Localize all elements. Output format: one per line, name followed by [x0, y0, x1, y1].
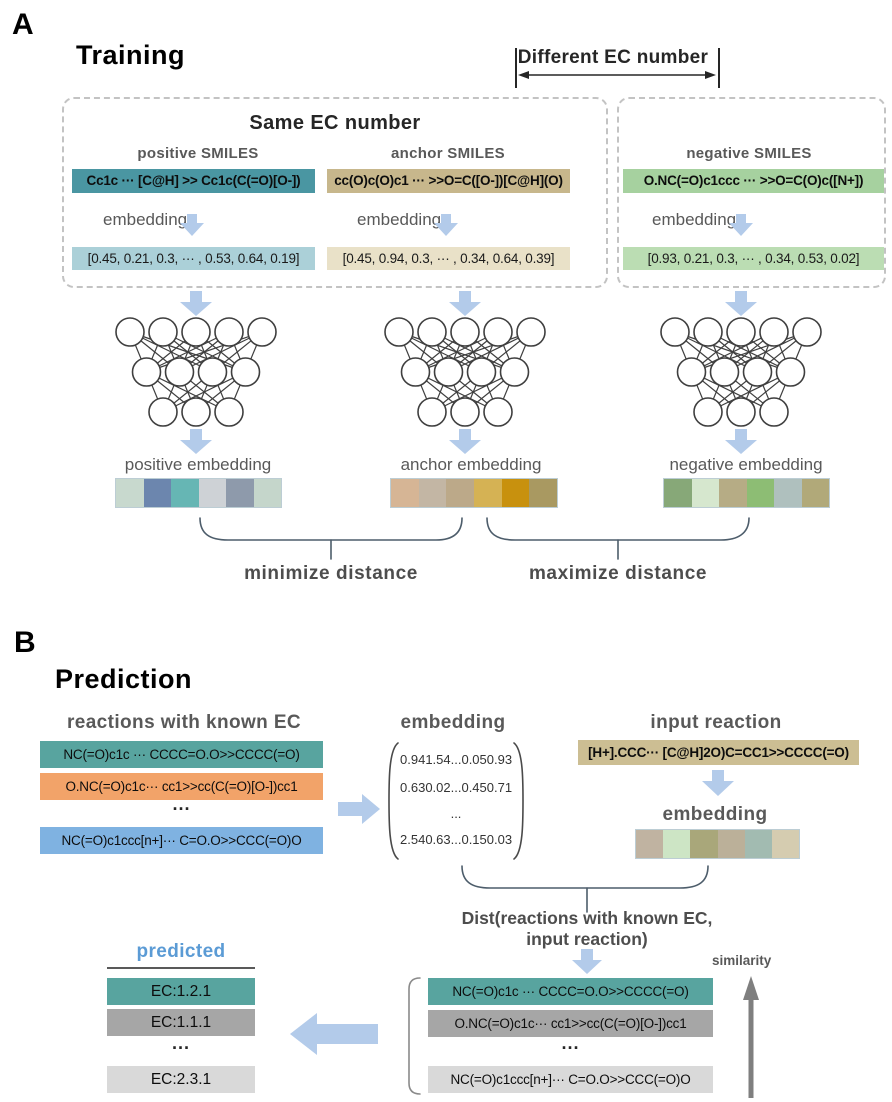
- negative-embedding-name: negative embedding: [669, 455, 823, 474]
- predicted-ec-1: EC:1.2.1: [107, 978, 255, 1005]
- positive-embedding-bar: [115, 478, 282, 508]
- dist-function-label: [437, 908, 737, 950]
- arrow-left-to-predicted-icon: [290, 1013, 378, 1055]
- ranked-ellipsis: ···: [561, 1038, 580, 1058]
- arrow-down-to-network-positive-icon: [180, 291, 212, 316]
- arrow-down-from-network-negative-icon: [725, 429, 757, 454]
- panel-b-label: B: [14, 626, 36, 659]
- predicted-header: predicted: [136, 941, 226, 962]
- dist-arrow-down-icon: [572, 949, 602, 974]
- arrow-down-to-network-negative-icon: [725, 291, 757, 316]
- ranked-reaction-3: NC(=O)c1ccc[n+]··· C=O.O>>CCC(=O)O: [428, 1066, 713, 1093]
- positive-smiles-box: Cc1c ··· [C@H] >> Cc1c(C(=O)[O-]): [72, 169, 315, 193]
- known-reaction-1: NC(=O)c1c ··· CCCC=O.O>>CCCC(=O): [40, 741, 323, 768]
- ranked-list-bracket: [403, 976, 423, 1096]
- different-ec-label: Different EC number: [517, 47, 709, 68]
- arrow-right-to-matrix-icon: [338, 794, 380, 824]
- ranked-reaction-2: O.NC(=O)c1c··· cc1>>cc(C(=O)[O-])cc1: [428, 1010, 713, 1037]
- predicted-underline: [107, 967, 255, 969]
- anchor-embedding-arrow-down-icon: [434, 214, 458, 236]
- negative-vector-box: [0.93, 0.21, 0.3, ··· , 0.34, 0.53, 0.02]: [623, 247, 884, 270]
- dist-brace: [455, 862, 725, 914]
- predicted-ellipsis: ···: [172, 1038, 190, 1058]
- maximize-distance-label: maximize distance: [528, 563, 708, 584]
- dist-function-line1: Dist(reactions with known EC,: [461, 908, 713, 928]
- known-ec-header: reactions with known EC: [66, 712, 302, 733]
- anchor-embedding-step-label: embedding: [357, 210, 442, 229]
- input-reaction-header: input reaction: [650, 712, 782, 733]
- matrix-values: 0.94 1.54 ... 0.05 0.93 0.63 0.02 ... 0.45 0.71 ... 2.54 0.63 ... 0.15 0.03: [400, 752, 513, 847]
- arrow-down-from-network-positive-icon: [180, 429, 212, 454]
- prediction-title: Prediction: [55, 664, 193, 694]
- minimize-distance-label: minimize distance: [244, 563, 418, 584]
- known-reaction-3: NC(=O)c1ccc[n+]··· C=O.O>>CCC(=O)O: [40, 827, 323, 854]
- similarity-arrow-up-icon: [740, 974, 762, 1098]
- anchor-smiles-header: anchor SMILES: [391, 145, 505, 162]
- input-reaction-box: [H+].CCC··· [C@H]2O)C=CC1>>CCCC(=O): [578, 740, 859, 765]
- negative-smiles-header: negative SMILES: [686, 145, 812, 162]
- same-ec-label: Same EC number: [249, 112, 421, 134]
- input-embedding-bar: [635, 829, 800, 859]
- anchor-embedding-name: anchor embedding: [400, 455, 542, 474]
- positive-vector-box: [0.45, 0.21, 0.3, ··· , 0.53, 0.64, 0.19]: [72, 247, 315, 270]
- arrow-down-from-network-anchor-icon: [449, 429, 481, 454]
- positive-smiles-header: positive SMILES: [137, 145, 259, 162]
- negative-smiles-box: O.NC(=O)c1ccc ··· >>O=C(O)c([N+]): [623, 169, 884, 193]
- neural-network-negative: [653, 316, 829, 428]
- anchor-smiles-box: cc(O)c(O)c1 ··· >>O=C([O-])[C@H](O): [327, 169, 570, 193]
- negative-embedding-step-label: embedding: [652, 210, 737, 229]
- positive-embedding-name: positive embedding: [124, 455, 272, 474]
- known-reactions-ellipsis: ···: [172, 799, 191, 819]
- anchor-embedding-bar: [390, 478, 558, 508]
- known-reaction-2: O.NC(=O)c1c··· cc1>>cc(C(=O)[O-])cc1: [40, 773, 323, 800]
- negative-embedding-arrow-down-icon: [729, 214, 753, 236]
- ranked-reaction-1: NC(=O)c1c ··· CCCC=O.O>>CCCC(=O): [428, 978, 713, 1005]
- arrow-down-to-network-anchor-icon: [449, 291, 481, 316]
- negative-embedding-bar: [663, 478, 830, 508]
- input-embedding-arrow-down-icon: [702, 770, 734, 796]
- neural-network-positive: [108, 316, 284, 428]
- positive-embedding-step-label: embedding: [103, 210, 188, 229]
- panel-a-label: A: [12, 8, 34, 41]
- embedding-matrix: [385, 740, 527, 864]
- similarity-label: similarity: [712, 953, 772, 968]
- input-embedding-label: embedding: [662, 804, 768, 825]
- predicted-ec-2: EC:1.1.1: [107, 1009, 255, 1036]
- positive-embedding-arrow-down-icon: [180, 214, 204, 236]
- matrix-embedding-header: embedding: [400, 712, 506, 733]
- predicted-ec-3: EC:2.3.1: [107, 1066, 255, 1093]
- neural-network-anchor: [377, 316, 553, 428]
- anchor-vector-box: [0.45, 0.94, 0.3, ··· , 0.34, 0.64, 0.39]: [327, 247, 570, 270]
- distance-braces: [180, 512, 770, 562]
- training-title: Training: [76, 40, 186, 70]
- dist-function-line2: input reaction): [526, 929, 648, 949]
